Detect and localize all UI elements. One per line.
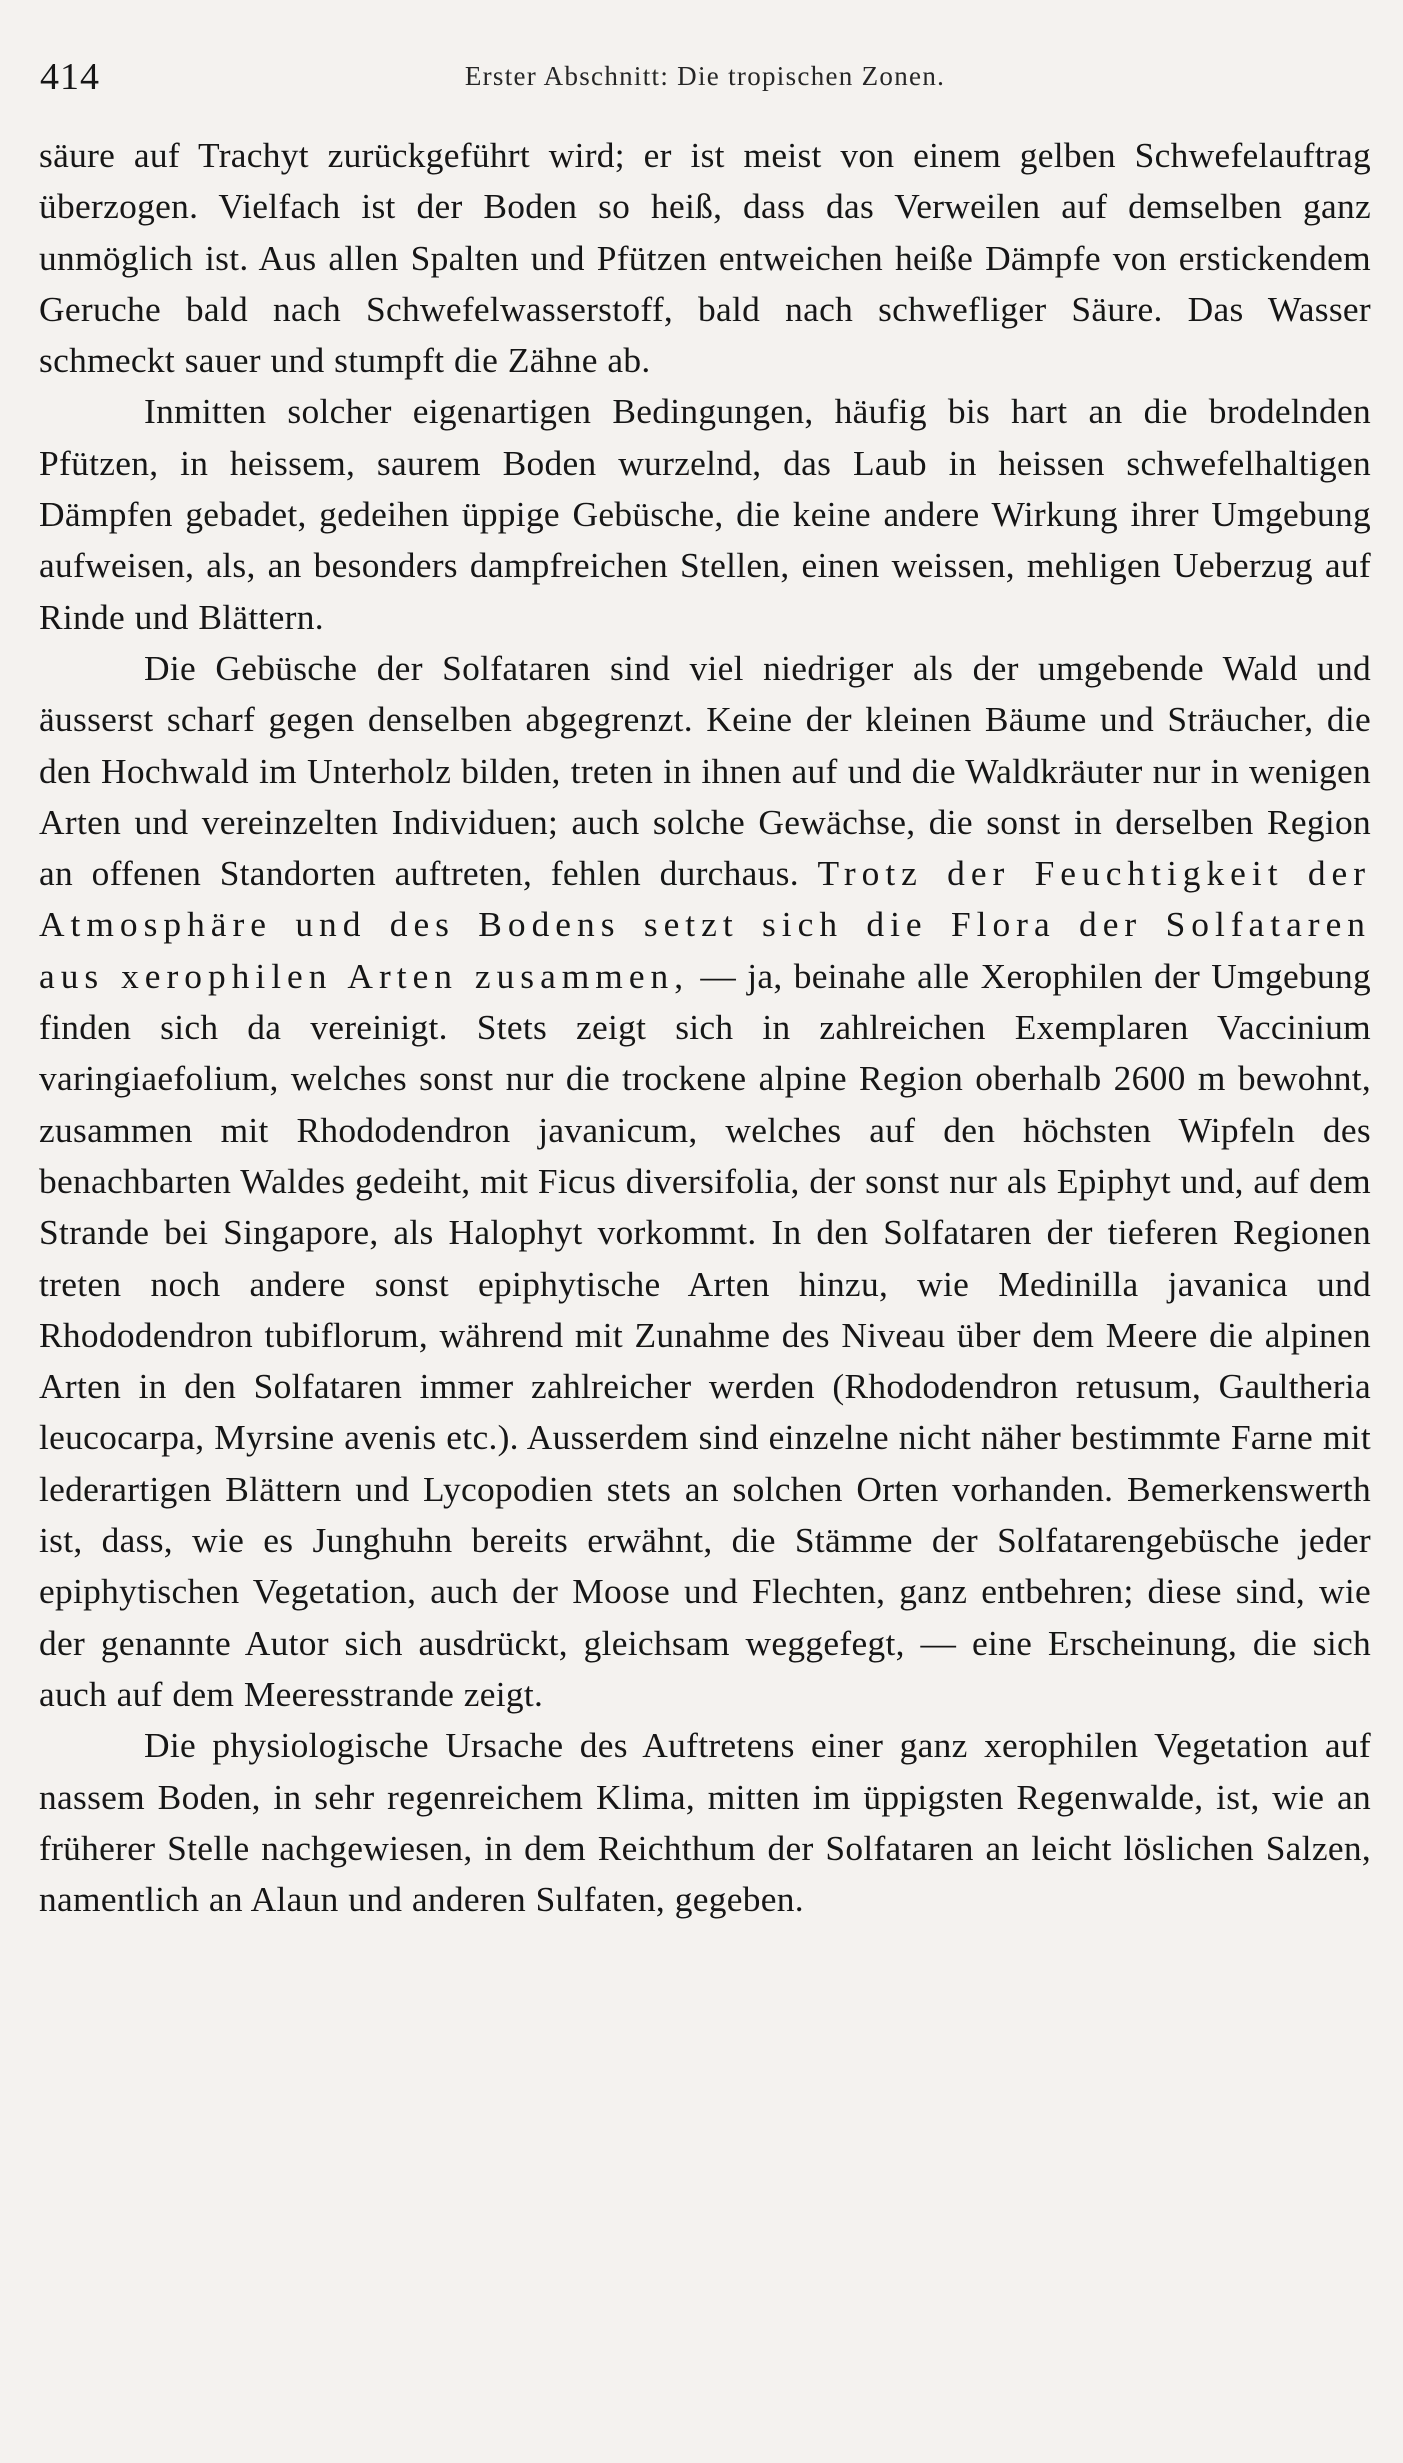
paragraph-xerophile-flora bbox=[39, 643, 1371, 1720]
running-title: Erster Abschnitt: Die tropischen Zonen. bbox=[464, 61, 946, 91]
paragraph-solfatara-shrubs: Inmitten solcher eigenartigen Bedingungen, häufig bis hart an die brodelnden Pfützen, in heissem, saurem Boden wurzelnd, das Laub in heissen schwefelhaltigen Dämpfen gebadet, gedeihen üppige Gebüsche, die keine andere Wirkung ihrer Umgebung aufweisen, als, an besonders dampfreichen Stellen, einen weissen, mehligen Ueberzug auf Rinde und Blättern. bbox=[39, 391, 1371, 637]
page-number: 414 bbox=[40, 56, 100, 98]
paragraph-physiological-cause: Die physiologische Ursache des Auftretens einer ganz xerophilen Vegetation auf nassem Boden, in sehr regenreichem Klima, mitten im üppigsten Regenwalde, ist, wie an früherer Stelle nachgewiesen, in dem Reichthum der Solfataren an leicht löslichen Salzen, namentlich an Alaun und anderen Sulfaten, gegeben. bbox=[39, 1725, 1371, 1920]
body-text bbox=[39, 130, 1371, 1925]
running-head bbox=[40, 52, 1370, 102]
paragraph-text-before-emphasis: Die Gebüsche der Solfataren sind viel niedriger als der umgebende Wald und äusserst scharf gegen denselben abgegrenzt. Keine der kleinen Bäume und Sträucher, die den Hochwald im Unterholz bilden, treten in ihnen auf und die Waldkräuter nur in wenigen Arten und vereinzelten Individuen; auch solche Gewächse, die sonst in derselben Region an offenen Standorten auftreten, fehlen durchaus. bbox=[39, 647, 1371, 894]
paragraph-text-after-emphasis: — ja, beinahe alle Xerophilen der Umgebung finden sich da vereinigt. Stets zeigt sich in zahlreichen Exemplaren Vaccinium varingiaefolium, welches sonst nur die trockene alpine Region oberhalb 2600 m bewohnt, zusammen mit Rhododendron javanicum, welches auf den höchsten Wipfeln des benachbarten Waldes gedeiht, mit Ficus diversifolia, der sonst nur als Epiphyt und, auf dem Strande bei Singapore, als Halophyt vorkommt. In den Solfataren der tieferen Regionen treten noch andere sonst epiphytische Arten hinzu, wie Medinilla javanica und Rhododendron tubiflorum, während mit Zunahme des Niveau über dem Meere die alpinen Arten in den Solfataren immer zahlreicher werden (Rhododendron retusum, Gaultheria leucocarpa, Myrsine avenis etc.). Ausserdem sind einzelne nicht näher bestimmte Farne mit lederartigen Blättern und Lycopodien stets an solchen Orten vorhanden. Bemerkenswerth ist, dass, wie es Junghuhn bereits erwähnt, die Stämme der Solfatarengebüsche jeder epiphytischen Vegetation, auch der Moose und Flechten, ganz entbehren; diese sind, wie der genannte Autor sich ausdrückt, gleichsam weggefegt, — eine Erscheinung, die sich auch auf dem Meeresstrande zeigt. bbox=[39, 955, 1371, 1714]
spaced-emphasis-text: Trotz der Feuchtigkeit der Atmosphäre und des Bodens setzt sich die Flora der Solfataren aus xerophilen Arten zusammen, bbox=[39, 853, 1372, 996]
paragraph-continuation: säure auf Trachyt zurückgeführt wird; er ist meist von einem gelben Schwefelauftrag überzogen. Vielfach ist der Boden so heiß, dass das Verweilen auf demselben ganz unmöglich ist. Aus allen Spalten und Pfützen entweichen heiße Dämpfe von erstickendem Geruche bald nach Schwefelwasserstoff, bald nach schwefliger Säure. Das Wasser schmeckt sauer und stumpft die Zähne ab. bbox=[39, 135, 1371, 381]
